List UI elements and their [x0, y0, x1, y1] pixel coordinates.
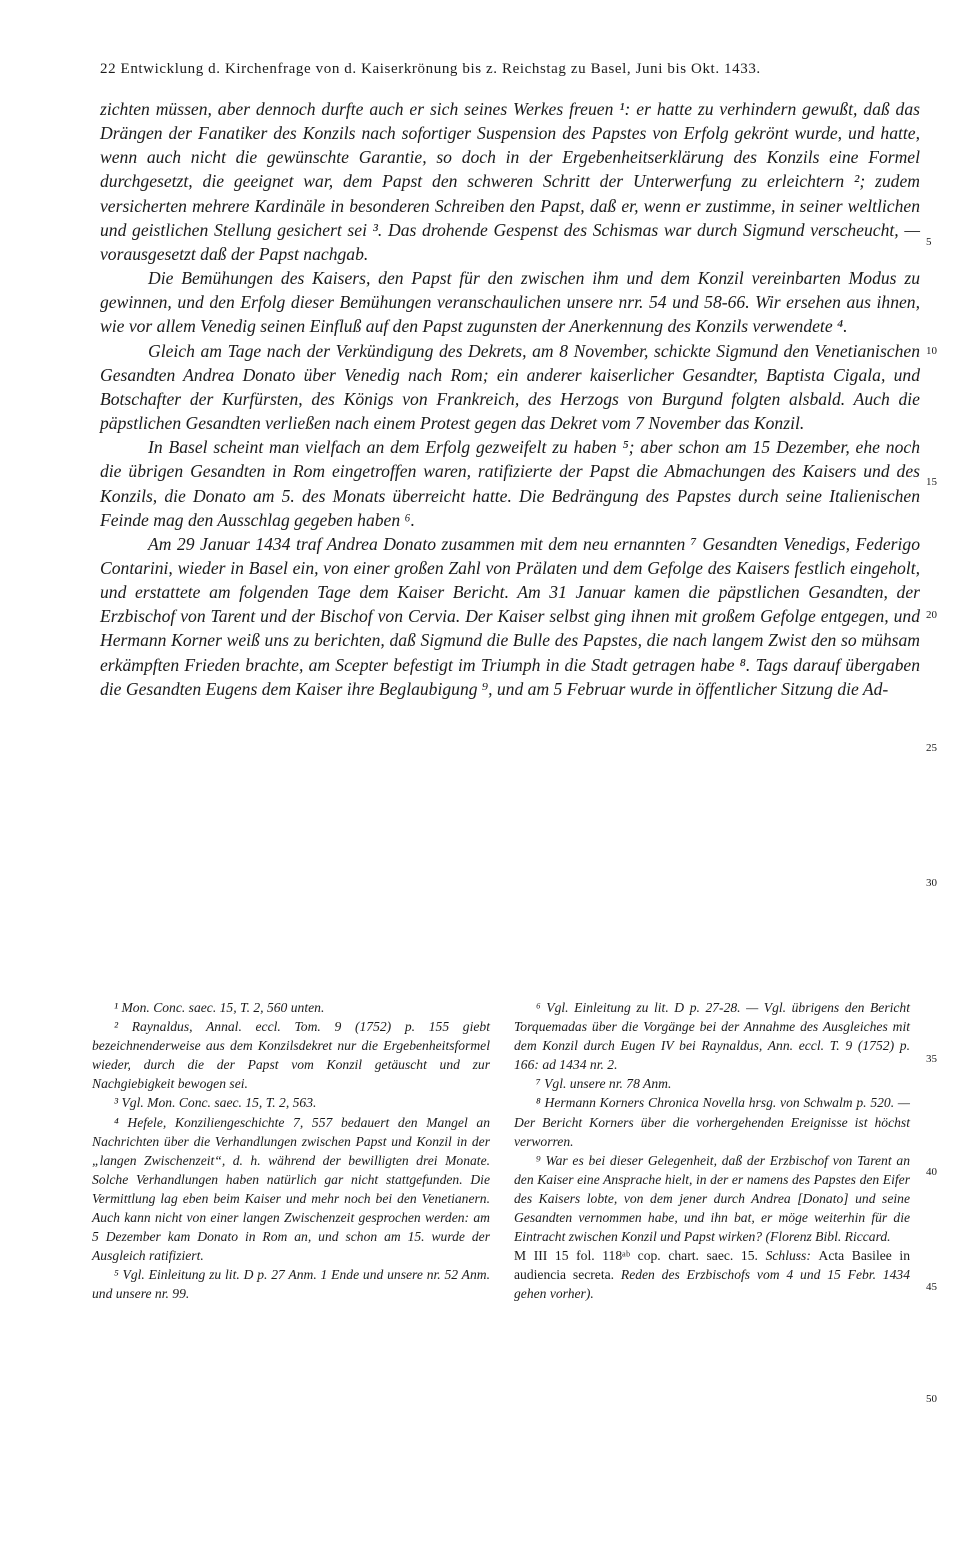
line-number: 45 [926, 1281, 937, 1293]
line-number: 50 [926, 1393, 937, 1405]
footnote-label: Schluss: [765, 1248, 811, 1264]
line-number: 15 [926, 476, 937, 488]
line-number: 30 [926, 877, 937, 889]
line-number: 35 [926, 1053, 937, 1065]
shelfmark: M III 15 fol. 118ᵃᵇ cop. chart. saec. 15. [514, 1248, 758, 1264]
footnote-tail: Reden des Erzbischofs vom 4 und 15 Febr. 1434 gehen vorher). [514, 1267, 910, 1302]
footnote: ² Raynaldus, Annal. eccl. Tom. 9 (1752) p. 155 giebt bezeichnenderweise aus dem Konzilsdekret nur die Ergebenheitsformel wieder, durch die der Papst vom Konzil getäuscht und zur Nachgiebigkeit bewogen sei. [92, 1019, 490, 1092]
line-number: 25 [926, 742, 937, 754]
incipit: Acta Basilee in audiencia secreta. [514, 1248, 910, 1283]
footnotes-left-column [92, 998, 490, 1304]
paragraph: Die Bemühungen des Kaisers, den Papst für den zwischen ihm und dem Konzil vereinbarten Modus zu gewinnen, und den Erfolg dieser Bemühungen veranschaulichen unsere nrr. 54 und 58-66. Wir ersehen aus ihnen, wie vor allem Venedig seinen Einfluß auf den Papst zugunsten der Anerkennung des Konzils verwendete ⁴. [100, 268, 920, 337]
footnote: ³ Vgl. Mon. Conc. saec. 15, T. 2, 563. [114, 1095, 317, 1111]
running-header: 22 Entwicklung d. Kirchenfrage von d. Kaiserkrönung bis z. Reichstag zu Basel, Juni bis Okt. 1433. [100, 61, 761, 77]
footnotes-right-column [514, 998, 910, 1304]
footnote: ⁶ Vgl. Einleitung zu lit. D p. 27-28. — Vgl. übrigens den Bericht Torquemadas über die Vorgänge bei der Annahme des Ausgleiches mit dem Konzil durch Eugen IV bei Raynaldus, Ann. eccl. T. 9 (1752) p. 166: ad 1434 nr. 2. [514, 1000, 910, 1073]
footnote: ⁴ Hefele, Konziliengeschichte 7, 557 bedauert den Mangel an Nachrichten über die Verhandlungen zwischen Papst und Konzil in der „langen Zwischenzeit“, d. h. während der bewilligten drei Monate. Solche Verhandlungen haben natürlich gar nicht stattgefunden. Die Vermittlung lag eben beim Kaiser und mehr noch bei den Venetianern. Auch kann nicht von einer langen Zwischenzeit gesprochen werden: am 5 Dezember kam Donato in Rom an, und schon am 15. wurde der Ausgleich ratifiziert. [92, 1114, 490, 1264]
line-number: 10 [926, 345, 937, 357]
paragraph: Am 29 Januar 1434 traf Andrea Donato zusammen mit dem neu ernannten ⁷ Gesandten Venedigs, Federigo Contarini, wieder in Basel ein, von einer großen Zahl von Prälaten und dem Gefolge des Kaisers festlich eingeholt, und erstattete am folgenden Tage dem Kaiser Bericht. Am 31 Januar kamen die päpstlichen Gesandten, der Erzbischof von Tarent und der Bischof von Cervia. Der Kaiser selbst ging ihnen mit großem Gefolge entgegen, und Hermann Korner weiß uns zu berichten, daß Sigmund die Bulle des Papstes, die nach langem Zwist den so mühsam erkämpften Frieden brachte, am Scepter befestigt im Triumph in die Stadt getragen habe ⁸. Tags darauf übergaben die Gesandten Eugens dem Kaiser ihre Beglaubigung ⁹, und am 5 Februar wurde in öffentlicher Sitzung die Ad- [100, 533, 920, 699]
paragraph: In Basel scheint man vielfach an dem Erfolg gezweifelt zu haben ⁵; aber schon am 15 Dezember, ehe noch die übrigen Gesandten in Rom eingetroffen waren, ratifizierte der Papst die Abmachungen des Kaisers und des Konzils, die Donato am 5. des Monats überreicht hatte. Die Bedrängung des Papstes durch seine Italienischen Feinde mag den Ausschlag gegeben haben ⁶. [100, 437, 920, 530]
footnote: ⁷ Vgl. unsere nr. 78 Anm. [536, 1076, 672, 1092]
footnote: ⁹ War es bei dieser Gelegenheit, daß der Erzbischof von Tarent an den Kaiser eine Ansprache hielt, in der er namens des Papstes den Eifer des Kaisers lobte, von dem jener durch Andrea [Donato] und seine Gesandten vernommen habe, und ihn bat, er möge weiterhin für die Eintracht zwischen Konzil und Papst wirken? (Florenz Bibl. Riccard. [514, 1152, 910, 1245]
paragraph: Gleich am Tage nach der Verkündigung des Dekrets, am 8 November, schickte Sigmund den Venetianischen Gesandten Andrea Donato über Venedig nach Rom; ein anderer kaiserlicher Gesandter, Baptista Cigala, und Botschafter der Kurfürsten, des Königs von Frankreich, des Herzogs von Burgund folgten alsbald. Auch die päpstlichen Gesandten verließen nach einem Protest gegen das Dekret vom 7 November das Konzil. [100, 340, 920, 434]
footnote: ⁵ Vgl. Einleitung zu lit. D p. 27 Anm. 1 Ende und unsere nr. 52 Anm. und unsere nr. 99. [92, 1267, 490, 1302]
footnote: ⁸ Hermann Korners Chronica Novella hrsg. von Schwalm p. 520. — Der Bericht Korners über die vorhergehenden Ereignisse ist höchst verworren. [514, 1095, 910, 1149]
line-number: 5 [926, 236, 932, 248]
footnote-continuation [514, 1246, 910, 1303]
main-text [100, 97, 920, 701]
line-number: 40 [926, 1166, 937, 1178]
paragraph: zichten müssen, aber dennoch durfte auch er sich seines Werkes freuen ¹: er hatte zu verhindern gewußt, daß das Drängen der Fanatiker des Konzils nach sofortiger Suspension des Papstes von Erfolg gekrönt wurde, und hatte, wenn auch nicht die gewünschte Garantie, so doch in der Ergebenheitserklärung des Konzils eine Formel durchgesetzt, die geeignet war, dem Papst den schweren Schritt der Unterwerfung zu erleichtern ²; zudem versicherten mehrere Kardinäle in besonderen Schreiben den Papst, daß er, wenn er zustimme, in seiner weltlichen und geistlichen Stellung gesichert sei ³. Das drohende Gespenst des Schismas war durch Sigmund verscheucht, — vorausgesetzt daß der Papst nachgab. [100, 99, 920, 264]
line-number: 20 [926, 609, 937, 621]
footnote: ¹ Mon. Conc. saec. 15, T. 2, 560 unten. [114, 1000, 325, 1015]
